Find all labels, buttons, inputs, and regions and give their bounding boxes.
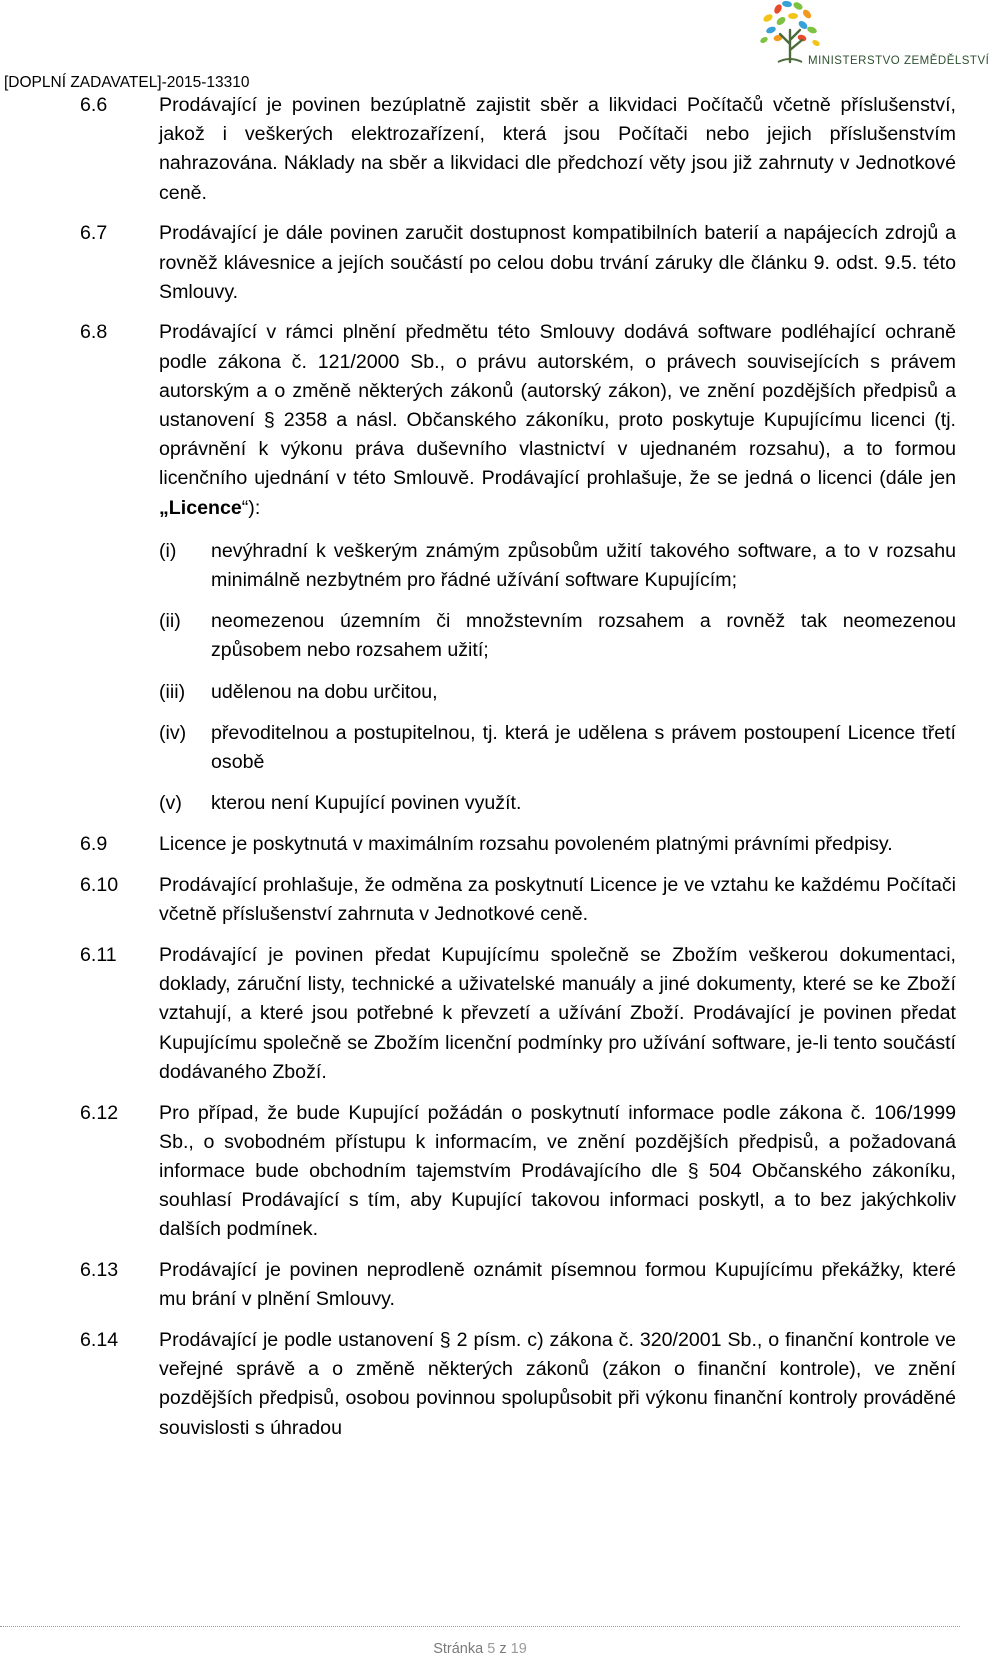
list-item-marker: (i) <box>159 539 177 562</box>
section-6-11 <box>80 941 956 1087</box>
list-item-text: převoditelnou a postupitelnou, tj. která je udělena s právem postoupení Licence třetí osobě <box>211 721 956 774</box>
page-label: Stránka <box>433 1641 484 1657</box>
list-item-text: neomezenou územním či množstevním rozsahem a rovněž tak neomezenou způsobem nebo rozsahem užití; <box>211 610 956 662</box>
current-page: 5 <box>487 1641 496 1657</box>
section-6-6 <box>80 91 956 208</box>
section-6-8 <box>80 318 956 818</box>
section-text <box>159 318 956 522</box>
section-number: 6.13 <box>80 1259 119 1282</box>
section-number: 6.14 <box>80 1329 119 1352</box>
section-text: Pro případ, že bude Kupující požádán o poskytnutí informace podle zákona č. 106/1999 Sb., o svobodném přístupu k informacím, ve znění pozdějších předpisů, a požadovaná informace bude obchodním tajemstvím Prodávajícího dle § 504 Občanského zákoníku, souhlasí Prodávající s tím, aby Kupující takovou informaci poskytl, a to bez jakýchkoliv dalších podmínek. <box>159 1101 956 1241</box>
footer-divider <box>0 1626 960 1627</box>
document-reference <box>4 74 250 92</box>
section-number: 6.11 <box>80 944 117 967</box>
section-text: Prodávající prohlašuje, že odměna za poskytnutí Licence je ve vztahu ke každému Počítači včetně příslušenství zahrnuta v Jednotkové ceně. <box>159 874 956 926</box>
list-item-marker: (v) <box>159 792 182 815</box>
section-number: 6.9 <box>80 833 108 856</box>
total-pages: 19 <box>510 1641 527 1657</box>
section-6-7 <box>80 219 956 307</box>
list-item-text: nevýhradní k veškerým známým způsobům užití takového software, a to v rozsahu minimálně nezbytném pro řádné užívání software Kupujícím; <box>211 539 956 592</box>
section-6-9 <box>80 830 956 859</box>
section-text: Prodávající je povinen neprodleně oznámit písemnou formou Kupujícímu překážky, které mu brání v plnění Smlouvy. <box>159 1259 956 1311</box>
section-number: 6.8 <box>80 321 108 344</box>
section-text: Prodávající je dále povinen zaručit dostupnost kompatibilních baterií a napájecích zdrojů a rovněž klávesnice a jejích součástí po celou dobu trvání záruky dle článku 9. odst. 9.5. této Smlouvy. <box>159 222 956 303</box>
quote-open: „ <box>159 496 169 519</box>
list-item <box>159 719 956 777</box>
section-number: 6.12 <box>80 1101 119 1124</box>
logo-text: MINISTERSTVO ZEMĚDĚLSTVÍ <box>808 55 989 67</box>
list-item <box>159 537 956 595</box>
list-item <box>159 678 956 707</box>
list-item-marker: (iii) <box>159 680 186 703</box>
list-item <box>159 607 956 665</box>
section-6-10 <box>80 871 956 929</box>
list-item-text: kterou není Kupující povinen využít. <box>211 792 522 815</box>
section-text: Licence je poskytnutá v maximálním rozsahu povoleném platnými právními předpisy. <box>159 833 893 856</box>
list-item-marker: (iv) <box>159 721 187 744</box>
section-number: 6.6 <box>80 94 108 116</box>
section-text-end: “): <box>241 496 261 519</box>
section-text-main: Prodávající v rámci plnění předmětu této Smlouvy dodává software podléhající ochraně podle zákona č. 121/2000 Sb., o právu autorském, o právech souvisejících s právem autorským a o změně některých zákonů (autorský zákon), ve znění pozdějších předpisů a ustanovení § 2358 a násl. Občanského zákoníku, proto poskytuje Kupujícímu licenci (tj. oprávnění k výkonu práva duševního vlastnictví v ujednaném rozsahu), a to formou licenčního ujednání v této Smlouvě. Prodávající prohlašuje, že se jedná o licenci (dále jen <box>159 321 956 490</box>
list-item-text: udělenou na dobu určitou, <box>211 680 438 703</box>
defined-term-licence <box>159 497 242 519</box>
section-6-14 <box>80 1326 956 1443</box>
reference-number: -2015-13310 <box>161 74 250 91</box>
defined-term: Licence <box>168 496 242 519</box>
page-of: z <box>499 1641 507 1657</box>
section-number: 6.7 <box>80 222 108 245</box>
document-body <box>80 91 956 1454</box>
section-text: Prodávající je povinen bezúplatně zajistit sběr a likvidaci Počítačů včetně příslušenství, jakož i veškerých elektrozařízení, která jsou Počítači nebo jejich příslušenstvím nahrazována. Náklady na sběr a likvidaci dle předchozí věty jsou již zahrnuty v Jednotkové ceně. <box>159 94 956 204</box>
reference-placeholder: [DOPLNÍ ZADAVATEL] <box>4 74 162 91</box>
licence-conditions-list <box>159 537 956 819</box>
section-6-12 <box>80 1099 956 1245</box>
section-6-13 <box>80 1256 956 1314</box>
page-footer <box>0 1641 960 1657</box>
section-text: Prodávající je podle ustanovení § 2 písm. c) zákona č. 320/2001 Sb., o finanční kontrole ve veřejné správě a o změně některých zákonů (zákon o finanční kontrole), ve znění pozdějších předpisů, osobou povinnou spolupůsobit při výkonu finanční kontroly prováděné souvislosti s úhradou <box>159 1329 956 1439</box>
list-item <box>159 789 956 818</box>
list-item-marker: (ii) <box>159 610 181 633</box>
section-text: Prodávající je povinen předat Kupujícímu společně se Zbožím veškerou dokumentaci, doklady, záruční listy, technické a uživatelské manuály a jiné dokumenty, které se ke Zboží vztahují, a které jsou potřebné k převzetí a užívání Zboží. Prodávající je povinen předat Kupujícímu společně se Zbožím licenční podmínky pro užívání software, je-li tento součástí dodávaného Zboží. <box>159 944 956 1083</box>
section-number: 6.10 <box>80 874 119 897</box>
